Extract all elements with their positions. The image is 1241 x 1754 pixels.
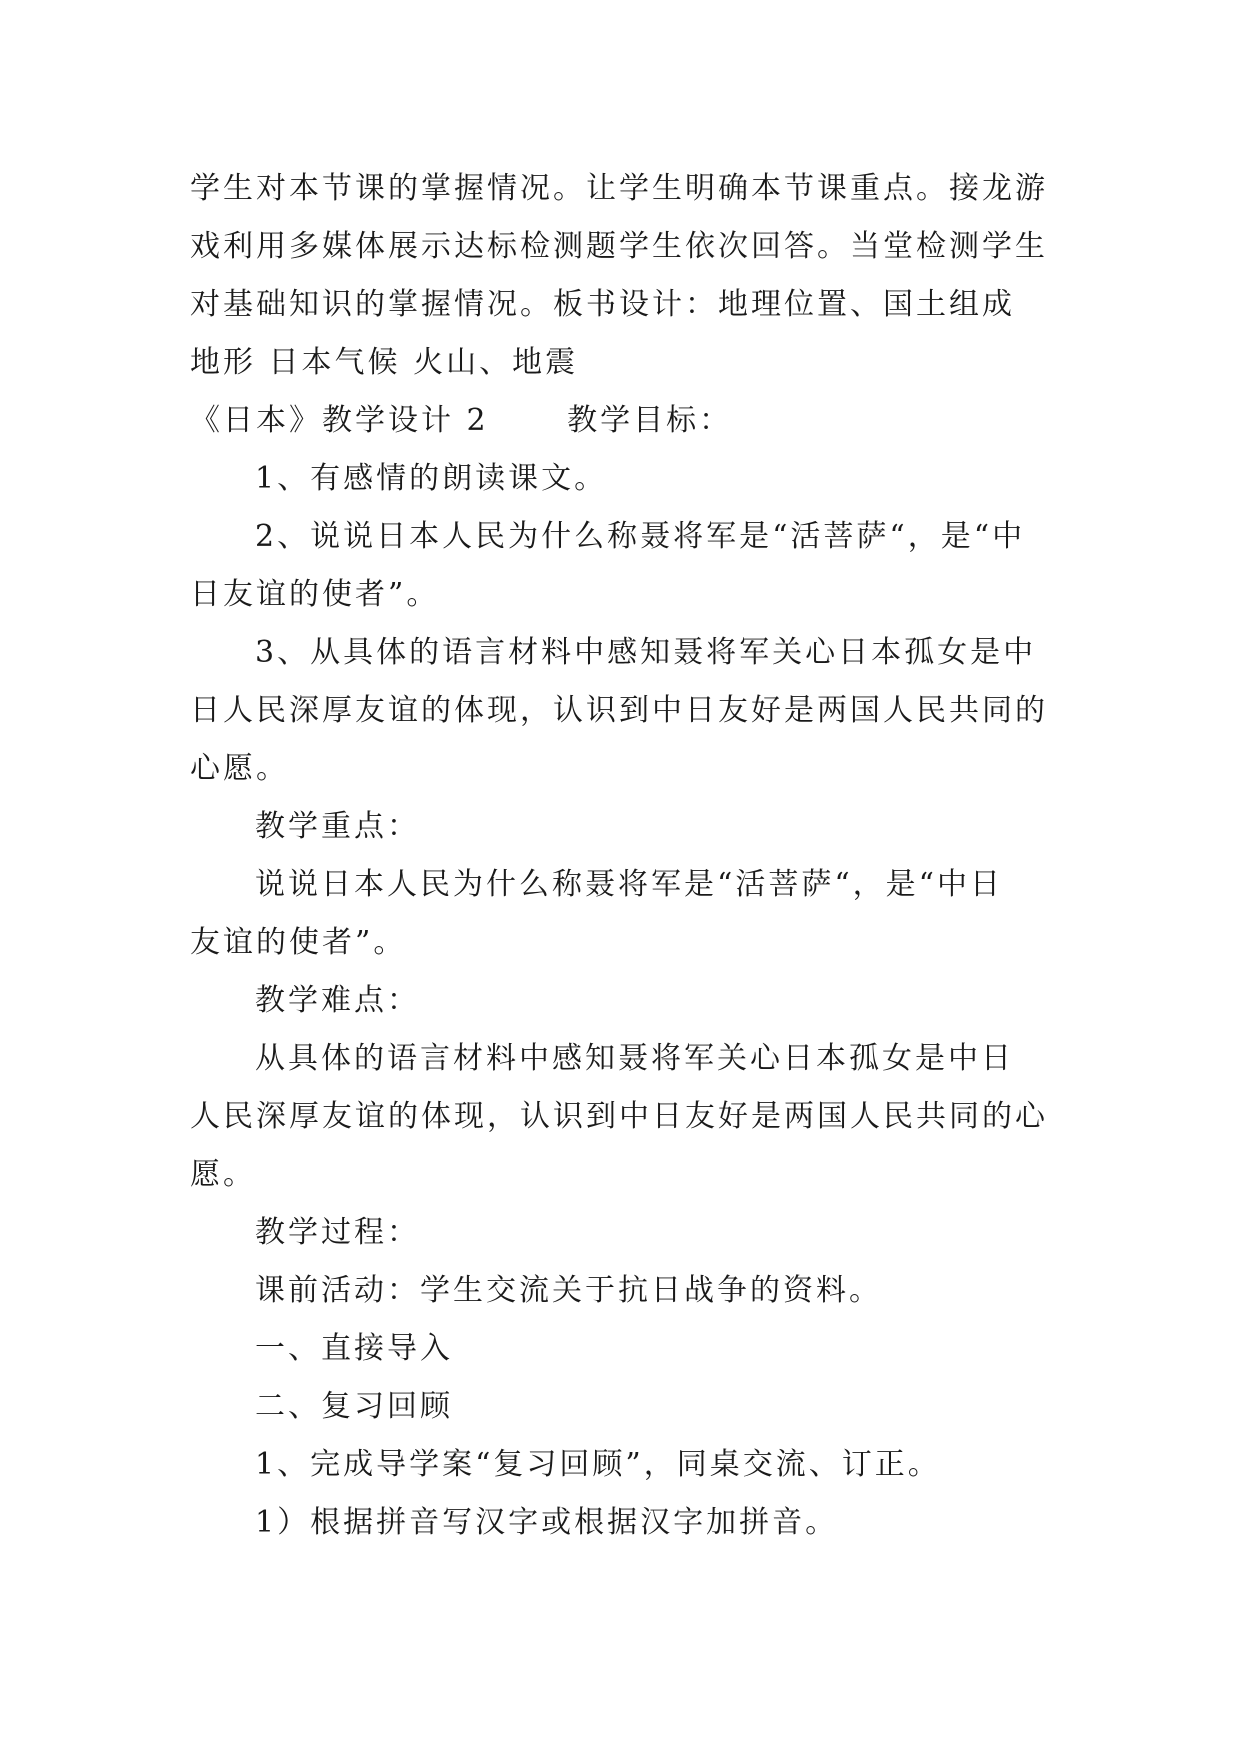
text-line: 心愿。 — [190, 751, 289, 786]
text-line: 日人民深厚友谊的体现，认识到中日友好是两国人民共同的 — [190, 693, 1048, 728]
text-line: 学生对本节课的掌握情况。让学生明确本节课重点。接龙游 — [190, 171, 1048, 206]
text-line: 愿。 — [190, 1157, 256, 1192]
text-line: 戏利用多媒体展示达标检测题学生依次回答。当堂检测学生 — [190, 229, 1048, 264]
text-line: 1）根据拼音写汉字或根据汉字加拼音。 — [255, 1505, 839, 1540]
text-line: 从具体的语言材料中感知聂将军关心日本孤女是中日 — [255, 1041, 1014, 1076]
text-line: 友谊的使者”。 — [190, 925, 407, 960]
text-line: 3、从具体的语言材料中感知聂将军关心日本孤女是中 — [255, 635, 1037, 670]
text-line: 说说日本人民为什么称聂将军是“活菩萨“，是“中日 — [255, 867, 1004, 902]
text-line: 1、有感情的朗读课文。 — [255, 461, 608, 496]
subheading: 教学难点： — [255, 983, 420, 1018]
text-line: 一、直接导入 — [255, 1331, 453, 1366]
text-line: 2、说说日本人民为什么称聂将军是“活菩萨“，是“中 — [255, 519, 1026, 554]
text-line: 二、复习回顾 — [255, 1389, 453, 1424]
text-line: 1、完成导学案“复习回顾”，同桌交流、订正。 — [255, 1447, 941, 1482]
document-body — [190, 160, 1060, 1552]
text-line: 人民深厚友谊的体现，认识到中日友好是两国人民共同的心 — [190, 1099, 1048, 1134]
text-line: 课前活动：学生交流关于抗日战争的资料。 — [255, 1273, 882, 1308]
text-line: 对基础知识的掌握情况。板书设计：地理位置、国土组成 — [190, 287, 1015, 322]
text-line: 日友谊的使者”。 — [190, 577, 440, 612]
subheading: 教学重点： — [255, 809, 420, 844]
subheading: 教学过程： — [255, 1215, 420, 1250]
section-heading: 《日本》教学设计 2 教学目标： — [190, 403, 733, 438]
text-line: 地形 日本气候 火山、地震 — [190, 345, 579, 380]
